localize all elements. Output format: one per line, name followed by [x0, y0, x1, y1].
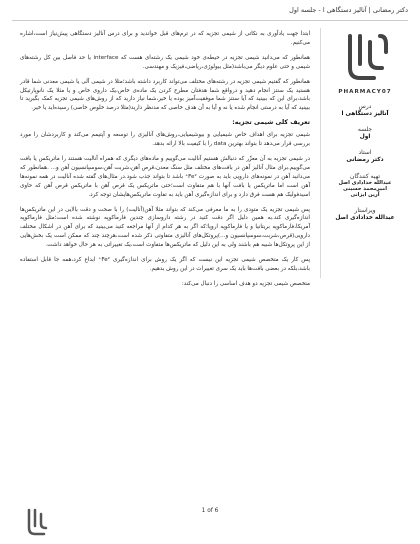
page-number [0, 508, 420, 514]
editor-label: ویراستار [354, 206, 376, 214]
professor-value: دکتر رمضانی [346, 157, 384, 164]
paragraph-7: پس کار یک متخصص شیمی تجزیه این نیست که اگر یک روش برای اندازه‌گیری Fe²⁺ ابداع کرد،همه جا قابل استفاده باشد،بلکه در بعضی بافت‌ها باید یک سری تغییرات در این روش بدهیم. [20, 257, 310, 272]
authors-label: تهیه کنندگان [349, 172, 381, 180]
editor-value: عبدالله خدادادی اصل [335, 214, 395, 221]
paragraph-2: همانطور که می‌دانید شیمی تجزیه در حیطه‌ی خود شیمی یک رشته‌ای هست که interface یا حد فاصل بین کل رشته‌های شیمی و حتی علوم دیگر می‌باشد(مثل بیولوژی،ریاضی،فیزیک و مهندسی. [20, 54, 310, 70]
author-1: عبدالله خدادادی اصل [338, 179, 392, 186]
section-heading: تعریف کلی شیمی تجزیه: [232, 119, 310, 127]
author-3: آرین ایزانی [350, 192, 380, 199]
page-header [12, 6, 408, 21]
session-label: جلسه [357, 126, 373, 134]
paragraph-1: ابتدا جهت یادآوری به نکاتی از شیمی تجزیه که در ترم‌های قبل خواندید و برای درس آنالیز دستگاهی پیش‌نیاز است،اشاره می‌کنیم. [20, 31, 310, 46]
info-sidebar [320, 28, 409, 278]
author-2: امیرمحمد حسینی [342, 186, 388, 193]
course-value: آنالیز دستگاهی ا [341, 111, 389, 117]
header-text: دکتر رمضانی | آنالیز دستگاهی ا - جلسه اول [289, 6, 408, 14]
paragraph-8: متخصص شیمی تجزیه دو هدف اساسی را دنبال می‌کند: [181, 280, 310, 287]
paragraph-5: در شیمی تجزیه به آن معرِّر که دنبالش هستیم آنالیت می‌گوییم و ماده‌های دیگری که همراه آنالیت هستند را ماتریکس یا بافت می‌گوییم.برای مثال آنالیز آهن در بافت‌های مختلف مثل سنگ معدن،قرص آهن،شربت آهن،سوسپانسیون آهن و... .همانطور که می‌دانید آهن در نمونه‌های دارویی باید به صورت Fe²⁺ باشد تا بتواند جذب شود.در مثال‌های گفته شده آنالیت در همه نمونه‌ها آهن است اما ماتریکس یا بافت آنها با هم متفاوت است؛حتی ماتریکس یک قرص آهن با ماتریکس قرص آهن که حاوی اسیدفولیک هم هست فرق دارد و برای اندازه‌گیری آهن باید به تفاوت ماتریکس‌هایشان توجه کرد. [20, 155, 311, 198]
main-content [20, 30, 310, 500]
brand-name: PHARMACY07 [338, 89, 392, 95]
paragraph-3: همانطور که گفتیم شیمی تجزیه در رشته‌های مختلف می‌تواند کاربرد داشته باشد؛مثلا در شیمی آلی یا شیمی معدنی شما قادر هستید یک سنتز انجام دهید و درواقع شما هدفتان مطرح کردن یک ماده‌ی خاص،یک داروی خاص و یا مثلا یک نانوپارتیکل باشد،برای این که ببینید که آیا سنتز شما موفقیت‌آمیز بوده یا خیر،شما نیاز دارید که از روش‌های شیمی تجزیه کمک بگیرید تا ببینید که آیا به درستی انجام شده یا نه و آیا به آن هدف خاصی که مدنظر دارید(مثلا درصد خلوص خاصی) رسیده‌اید یا خیر. [20, 78, 310, 112]
session-value: اول [359, 134, 371, 141]
pharmacy-logo-icon [334, 30, 396, 88]
professor-label: استاد [358, 149, 372, 157]
paragraph-6: پس شیمی تجزیه یک متودی را به ما معرفی می‌کند که بتواند مثلا آهن(آنالیت) را با صحت و دقت بالایی در این ماتریکس‌ها اندازه‌گیری کند.به همین دلیل اگر دقت کنید در رشته داروسازی چندین فارماکوپه نوشته شده است؛مثل فارماکوپه آمریکا،فارماکوپه بریتانیا و یا فارماکوپه اروپا؛که اگر به هر کدام از آنها مراجعه کنید می‌بینید که برای آهن در اشکال مختلف دارویی(قرص،شربت،سوسپانسیون و...)پروتکل‌های آنالیزی متفاوتی ذکر شده است،هرچند چند که ممکن است یک بخش‌هایی از این پروتکل‌ها شبیه هم باشند ولی به این دلیل که ماتریکس‌ها متفاوت است،یک تغییراتی به هر حال خواهد داشت. [20, 206, 310, 249]
page-number-text: 1 of 6 [201, 508, 219, 514]
course-label: درس [358, 103, 372, 110]
paragraph-4: شیمی تجزیه برای اهداف خاص شیمیایی و بیوشیمیایی،روش‌های آنالیزی را توسعه و آپتیمم می‌کند و کاربردشان را مورد بررسی قرار می‌دهد تا بتواند بهترین data را با کیفیت بالا ارائه بدهد. [20, 132, 310, 148]
